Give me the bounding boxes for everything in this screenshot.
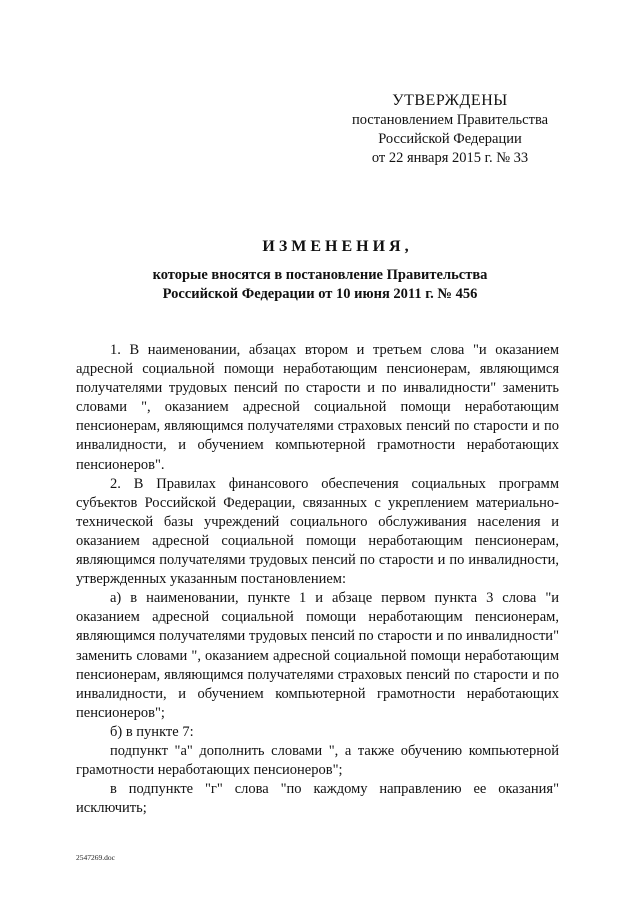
title-subtitle-line: Российской Федерации от 10 июня 2011 г. № 456 [162,286,478,302]
paragraph: 1. В наименовании, абзацах втором и третьем слова "и оказанием адресной социальной помощи неработающим пенсионерам, являющимся получателями трудовых пенсий по старости и по инвалидности" заменить словами ", оказанием адресной социальной помощи неработающим пенсионерам, являющимся получателями страховых пенсий по старости и по инвалидности, и обучением компьютерной грамотности неработающих пенсионеров". [76,342,559,473]
title-main: ИЗМЕНЕНИЯ, [262,238,413,255]
paragraph: б) в пункте 7: [110,723,194,740]
approval-block [335,91,565,168]
title-subtitle-line: которые вносятся в постановление Правительства [152,267,488,283]
paragraph: 2. В Правилах финансового обеспечения социальных программ субъектов Российской Федерации, связанных с укреплением материально-технической базы учреждений социального обслуживания населения и оказанием адресной социальной помощи неработающим пенсионерам, являющимся получателями трудовых пенсий по старости и по инвалидности, утвержденных указанным постановлением: [76,475,559,588]
approval-line: Российской Федерации [378,131,522,147]
file-reference: 2547269.doc [76,853,115,862]
approval-heading: УТВЕРЖДЕНЫ [392,92,508,109]
paragraph: подпункт "а" дополнить словами ", а также обучению компьютерной грамотности неработающих пенсионеров"; [76,742,559,779]
approval-line: постановлением Правительства [351,112,549,128]
approval-line: от 22 января 2015 г. № 33 [371,150,529,166]
document-body [76,341,559,818]
paragraph: в подпункте "г" слова "по каждому направлению ее оказания" исключить; [76,781,559,817]
document-title [0,237,640,304]
title-subtitle [0,266,640,304]
paragraph: а) в наименовании, пункте 1 и абзаце первом пункта 3 слова "и оказанием адресной социальной помощи неработающим пенсионерам, являющимся получателями трудовых пенсий по старости и по инвалидности" заменить словами ", оказанием адресной социальной помощи неработающим пенсионерам, являющимся получателями страховых пенсий по старости и по инвалидности, и обучением компьютерной грамотности неработающих пенсионеров"; [76,590,559,721]
